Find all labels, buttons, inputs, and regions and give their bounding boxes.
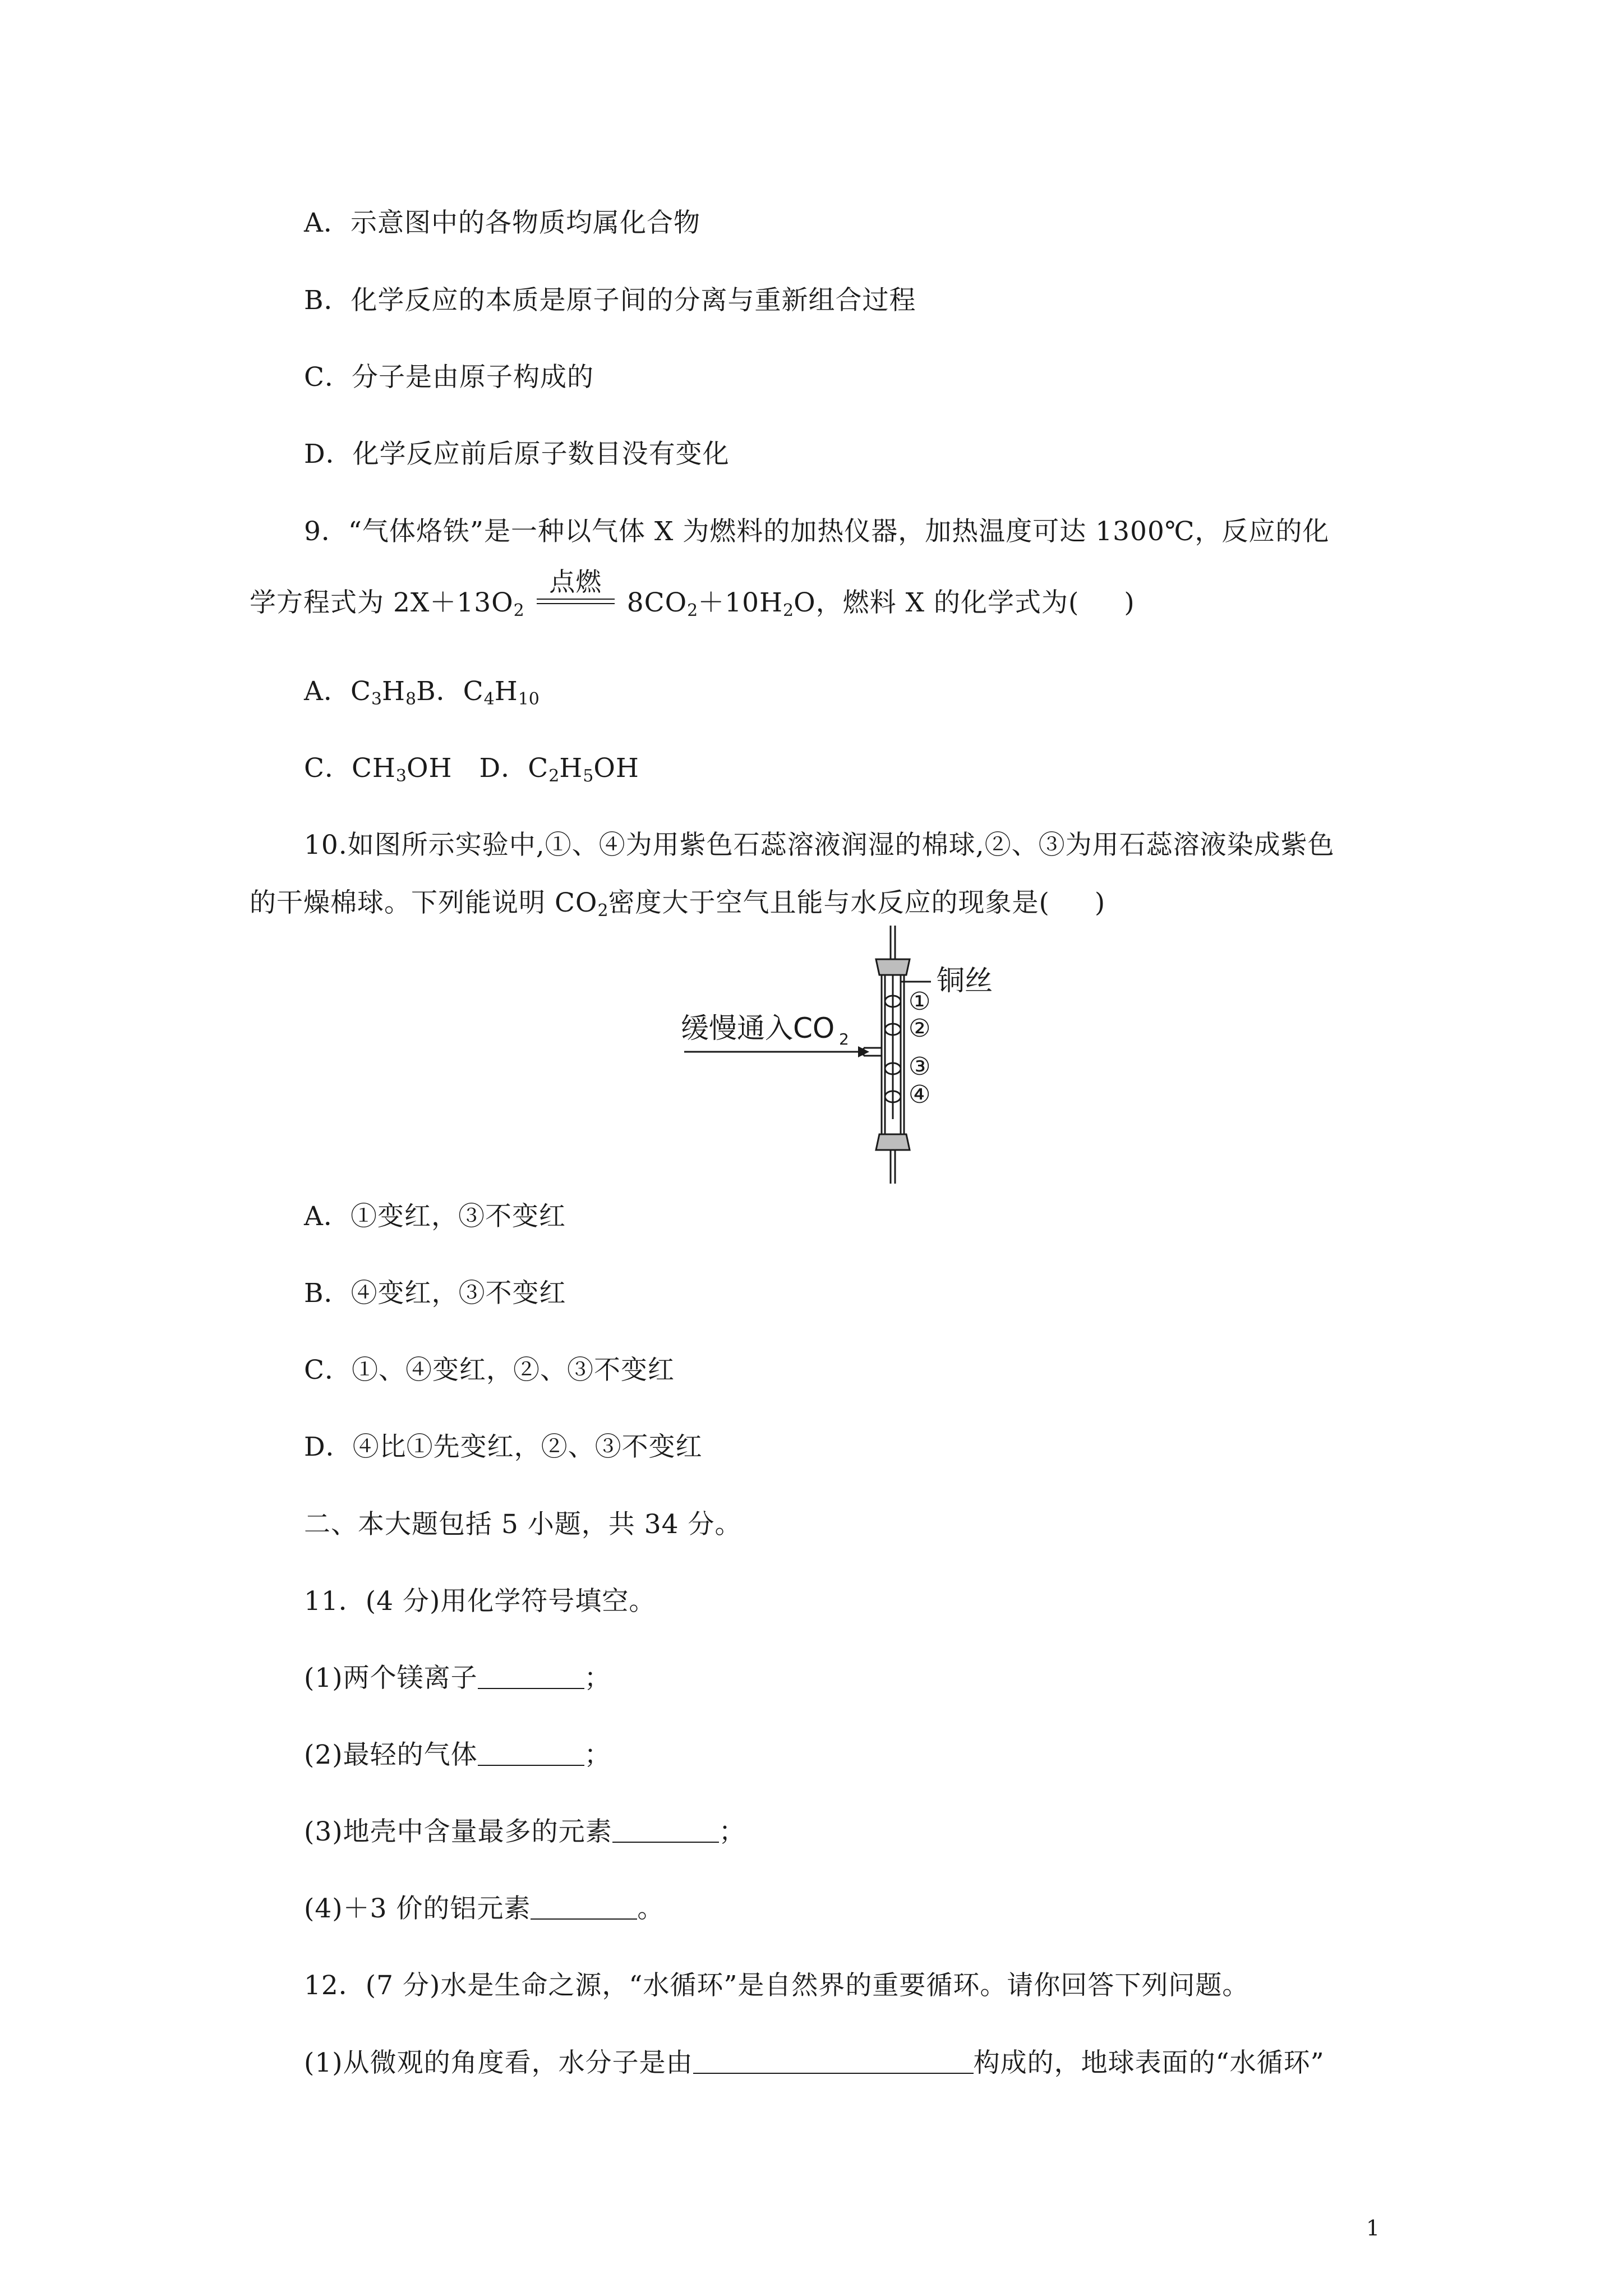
q10-stem-line1: 10.如图所示实验中,①、④为用紫色石蕊溶液润湿的棉球,②、③为用石蕊溶液染成紫色 bbox=[304, 830, 1335, 861]
co2-apparatus-figure bbox=[673, 926, 1021, 1184]
text-run: 构成的，地球表面的“水循环” bbox=[973, 2047, 1325, 2078]
subscript: 5 bbox=[583, 766, 594, 786]
reaction-condition: 点燃 bbox=[549, 567, 602, 597]
punct: 。 bbox=[637, 1893, 665, 1924]
answer-blank[interactable] bbox=[478, 1665, 584, 1689]
wire-label: 铜丝 bbox=[937, 964, 993, 997]
subscript: 2 bbox=[513, 601, 524, 620]
q8-option-b: B．化学反应的本质是原子间的分离与重新组合过程 bbox=[304, 285, 916, 316]
ball-label-4: ④ bbox=[909, 1080, 931, 1109]
q10-option-c: C．①、④变红，②、③不变红 bbox=[304, 1355, 675, 1386]
answer-blank[interactable] bbox=[478, 1742, 584, 1766]
ball-label-3: ③ bbox=[909, 1052, 931, 1081]
subscript: 2 bbox=[597, 901, 608, 921]
q11-item-2 bbox=[304, 1738, 611, 1772]
text-run: OH D．C bbox=[407, 753, 549, 784]
answer-blank[interactable] bbox=[531, 1896, 637, 1920]
item-label: (1)从微观的角度看，水分子是由 bbox=[304, 2047, 693, 2078]
q9-products-c: O，燃料 X 的化学式为( bbox=[794, 587, 1080, 618]
ball-label-2: ② bbox=[909, 1014, 931, 1043]
q8-option-a: A．示意图中的各物质均属化合物 bbox=[304, 208, 700, 238]
q10-option-a: A．①变红，③不变红 bbox=[304, 1201, 566, 1232]
q11-item-3 bbox=[304, 1815, 746, 1849]
reaction-condition-arrow bbox=[532, 567, 619, 620]
q9-equation-line bbox=[250, 567, 1135, 628]
q10-stem-line2 bbox=[250, 886, 1105, 928]
subscript: 3 bbox=[395, 766, 407, 786]
punct: ； bbox=[584, 1740, 611, 1770]
text-run: A．C bbox=[304, 676, 371, 707]
q11-item-1 bbox=[304, 1662, 611, 1695]
subscript: 4 bbox=[483, 689, 495, 709]
item-label: (2)最轻的气体 bbox=[304, 1740, 478, 1770]
item-label: (1)两个镁离子 bbox=[304, 1663, 478, 1694]
inlet-label: 缓慢通入CO bbox=[681, 1012, 835, 1045]
q9-stem-prefix: 学方程式为 2X＋13O bbox=[250, 587, 514, 618]
punct: ； bbox=[584, 1663, 611, 1694]
page-number: 1 bbox=[1366, 2216, 1380, 2240]
q9-products-b: ＋10H bbox=[698, 587, 783, 618]
text-run: OH bbox=[593, 753, 639, 784]
text-run: 密度大于空气且能与水反应的现象是( bbox=[608, 887, 1050, 918]
text-run: H bbox=[559, 753, 583, 784]
subscript: 2 bbox=[548, 766, 560, 786]
subscript: 10 bbox=[518, 689, 540, 709]
punct: ； bbox=[718, 1816, 746, 1847]
q10-option-b: B．④变红，③不变红 bbox=[304, 1278, 566, 1309]
text-run: C．CH bbox=[304, 753, 396, 784]
q10-option-d: D．④比①先变红，②、③不变红 bbox=[304, 1432, 703, 1462]
q9-stem-line1: 9．“气体烙铁”是一种以气体 X 为燃料的加热仪器，加热温度可达 1300℃，反应的化 bbox=[304, 516, 1330, 547]
subscript: 2 bbox=[783, 601, 794, 620]
answer-blank[interactable] bbox=[693, 2050, 974, 2074]
section-heading: 二、本大题包括 5 小题，共 34 分。 bbox=[304, 1509, 742, 1540]
item-label: (3)地壳中含量最多的元素 bbox=[304, 1816, 612, 1847]
text-run: H bbox=[382, 676, 405, 707]
subscript: 2 bbox=[687, 601, 698, 620]
subscript: 8 bbox=[405, 689, 417, 709]
q9-products-a: 8CO bbox=[626, 587, 688, 618]
answer-blank[interactable] bbox=[612, 1819, 719, 1843]
q9-options-cd bbox=[304, 752, 639, 793]
q8-option-c: C．分子是由原子构成的 bbox=[304, 362, 594, 393]
text-run: B．C bbox=[416, 676, 484, 707]
subscript: 2 bbox=[839, 1030, 849, 1048]
ball-label-1: ① bbox=[909, 987, 931, 1016]
q10-close-paren: ) bbox=[1094, 887, 1106, 918]
q11-stem: 11．(4 分)用化学符号填空。 bbox=[304, 1586, 656, 1617]
q11-item-4 bbox=[304, 1892, 664, 1926]
q9-close-paren: ) bbox=[1124, 587, 1135, 618]
q12-item-1 bbox=[304, 2046, 1325, 2080]
q8-option-d: D．化学反应前后原子数目没有变化 bbox=[304, 439, 730, 470]
q9-options-ab bbox=[304, 675, 540, 716]
q12-stem: 12．(7 分)水是生命之源，“水循环”是自然界的重要循环。请你回答下列问题。 bbox=[304, 1970, 1249, 2001]
item-label: (4)＋3 价的铝元素 bbox=[304, 1893, 531, 1924]
text-run: H bbox=[494, 676, 518, 707]
subscript: 3 bbox=[371, 689, 382, 709]
text-run: 的干燥棉球。下列能说明 CO bbox=[250, 887, 598, 918]
